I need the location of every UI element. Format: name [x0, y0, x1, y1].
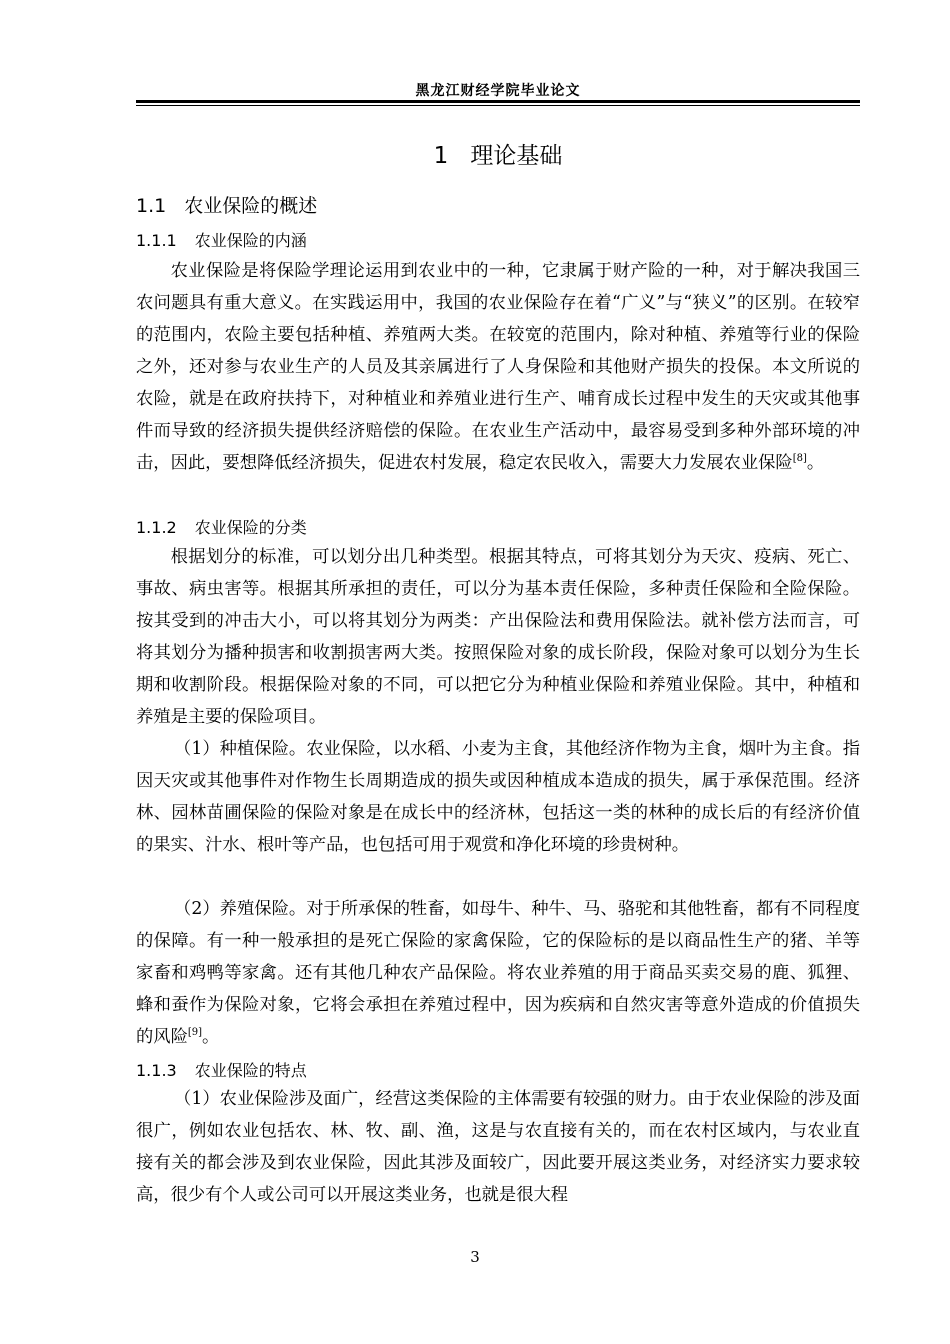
subsection-number: 1.1.1	[136, 231, 177, 250]
section-heading-1-1	[136, 191, 317, 218]
subsection-heading-1-1-3	[136, 1058, 307, 1081]
section-number: 1.1	[136, 195, 167, 217]
header-rule-thick	[136, 100, 860, 103]
paragraph-breeding-insurance: （2）养殖保险。对于所承保的牲畜，如母牛、种牛、马、骆驼和其他牲畜，都有不同程度的保障。有一种一般承担的是死亡保险的家禽保险，它的保险标的是以商品性生产的猪、羊等家畜和鸡鸭等家禽。还有其他几种农产品保险。将农业养殖的用于商品买卖交易的鹿、狐狸、蜂和蚕作为保险对象，它将会承担在养殖过程中，因为疾病和自然灾害等意外造成的价值损失的风险[9]。	[136, 899, 860, 1047]
citation-9: [9]	[187, 1027, 203, 1039]
subsection-heading-1-1-1	[136, 228, 307, 251]
subsection-number: 1.1.2	[136, 518, 177, 537]
subsection-title: 农业保险的分类	[194, 518, 307, 537]
page-number: 3	[470, 1248, 480, 1266]
header-rule-thin	[136, 105, 860, 106]
chapter-title: 理论基础	[470, 143, 563, 169]
section-title: 农业保险的概述	[184, 195, 318, 217]
subsection-heading-1-1-2	[136, 515, 307, 538]
paragraph-connotation: 农业保险是将保险学理论运用到农业中的一种，它隶属于财产险的一种，对于解决我国三农问题具有重大意义。在实践运用中，我国的农业保险存在着“广义”与“狭义”的区别。在较窄的范围内，农险主要包括种植、养殖两大类。在较宽的范围内，除对种植、养殖等行业的保险之外，还对参与农业生产的人员及其亲属进行了人身保险和其他财产损失的投保。本文所说的农险，就是在政府扶持下，对种植业和养殖业进行生产、哺育成长过程中发生的天灾或其他事件而导致的经济损失提供经济赔偿的保险。在农业生产活动中，最容易受到多种外部环境的冲击，因此，要想降低经济损失，促进农村发展，稳定农民收入，需要大力发展农业保险[8]。	[136, 261, 860, 473]
paragraph-characteristics: （1）农业保险涉及面广，经营这类保险的主体需要有较强的财力。由于农业保险的涉及面很广，例如农业包括农、林、牧、副、渔，这是与农直接有关的，而在农村区域内，与农业直接有关的都会涉及到农业保险，因此其涉及面较广，因此要开展这类业务，对经济实力要求较高，很少有个人或公司可以开展这类业务，也就是很大程	[136, 1089, 860, 1205]
chapter-number: 1	[433, 143, 449, 169]
paragraph-planting-insurance: （1）种植保险。农业保险，以水稻、小麦为主食，其他经济作物为主食，烟叶为主食。指因天灾或其他事件对作物生长周期造成的损失或因种植成本造成的损失，属于承保范围。经济林、园林苗圃保险的保险对象是在成长中的经济林，包括这一类的林种的成长后的有经济价值的果实、汁水、根叶等产品，也包括可用于观赏和净化环境的珍贵树种。	[136, 739, 860, 855]
citation-8: [8]	[792, 453, 807, 465]
chapter-heading	[136, 137, 860, 170]
running-header: 黑龙江财经学院毕业论文	[415, 83, 581, 99]
subsection-title: 农业保险的特点	[194, 1061, 307, 1080]
paragraph-classification: 根据划分的标准，可以划分出几种类型。根据其特点，可将其划分为天灾、疫病、死亡、事故、病虫害等。根据其所承担的责任，可以分为基本责任保险，多种责任保险和全险保险。按其受到的冲击大小，可以将其划分为两类：产出保险法和费用保险法。就补偿方法而言，可将其划分为播种损害和收割损害两大类。按照保险对象的成长阶段，保险对象可以划分为生长期和收割阶段。根据保险对象的不同，可以把它分为种植业保险和养殖业保险。其中，种植和养殖是主要的保险项目。	[136, 547, 860, 727]
subsection-title: 农业保险的内涵	[194, 231, 307, 250]
subsection-number: 1.1.3	[136, 1061, 177, 1080]
